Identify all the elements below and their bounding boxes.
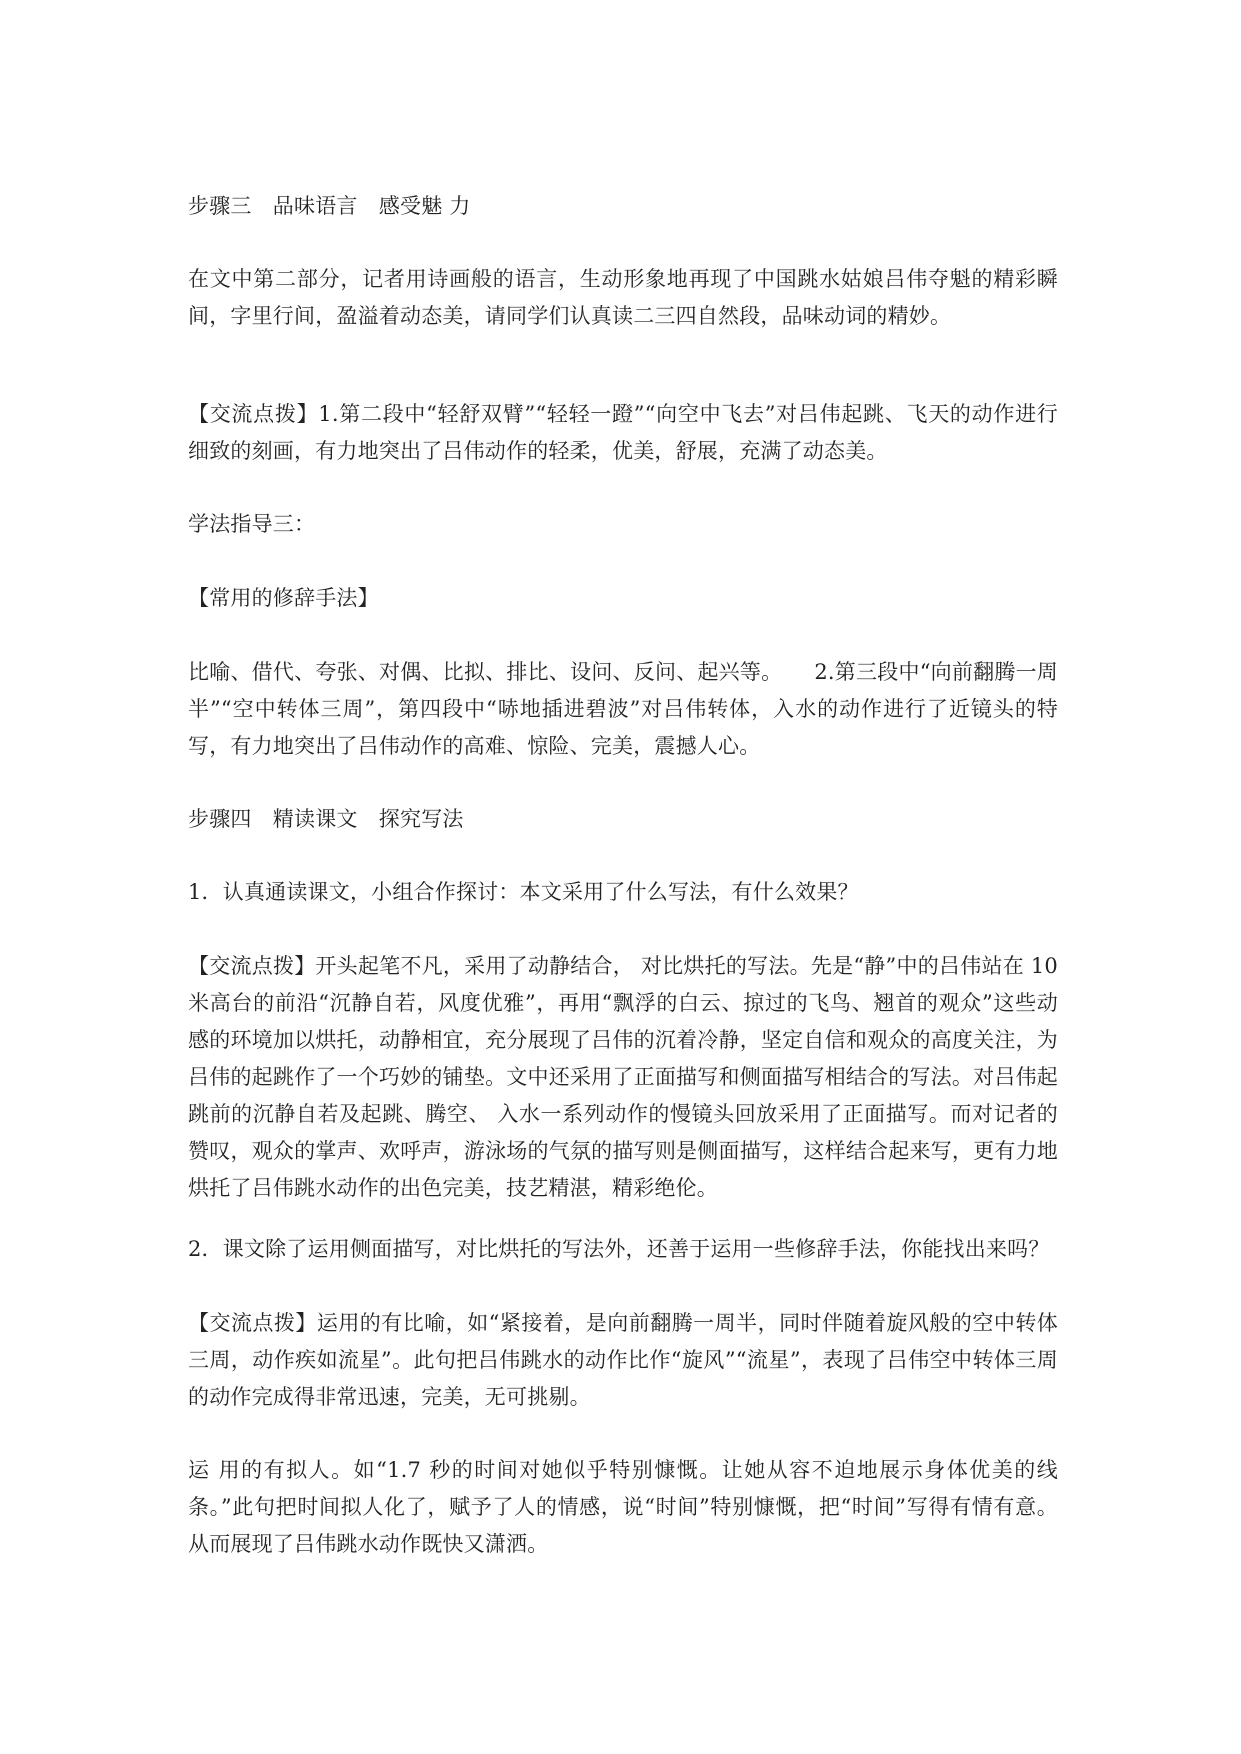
question-1: 1．认真通读课文，小组合作探讨：本文采用了什么写法，有什么效果？ <box>188 880 859 904</box>
exchange-tip-3: 【交流点拨】运用的有比喻，如“紧接着，是向前翻腾一周半，同时伴随着旋风般的空中转体三周，动作疾如流星”。此句把吕伟跳水的动作比作“旋风”“流星”，表现了吕伟空中转体三周的动作完成得非常迅速，完美，无可挑剔。 <box>188 1311 1058 1409</box>
step-four-heading: 步骤四 精读课文 探究写法 <box>188 807 464 831</box>
document-page <box>188 0 1058 1754</box>
method-guide-three: 学法指导三： <box>188 512 316 536</box>
step-three-intro: 在文中第二部分，记者用诗画般的语言，生动形象地再现了中国跳水姑娘吕伟夺魁的精彩瞬间，字里行间，盈溢着动态美，请同学们认真读二三四自然段，品味动词的精妙。 <box>188 267 1058 328</box>
exchange-tip-1: 【交流点拨】1.第二段中“轻舒双臂”“轻轻一蹬”“向空中飞去”对吕伟起跳、飞天的动作进行细致的刻画，有力地突出了吕伟动作的轻柔，优美，舒展，充满了动态美。 <box>188 402 1058 463</box>
exchange-tip-2: 【交流点拨】开头起笔不凡，采用了动静结合， 对比烘托的写法。先是“静”中的吕伟站在 10 米高台的前沿“沉静自若，风度优雅”，再用“飘浮的白云、掠过的飞鸟、翘首的观众”这些动感的环境加以烘托，动静相宜，充分展现了吕伟的沉着冷静，坚定自信和观众的高度关注，为吕伟的起跳作了一个巧妙的铺垫。文中还采用了正面描写和侧面描写相结合的写法。对吕伟起跳前的沉静自若及起跳、腾空、 入水一系列动作的慢镜头回放采用了正面描写。而对记者的赞叹，观众的掌声、欢呼声，游泳场的气氛的描写则是侧面描写，这样结合起来写，更有力地烘托了吕伟跳水动作的出色完美，技艺精湛，精彩绝伦。 <box>188 954 1058 1200</box>
question-2: 2．课文除了运用侧面描写，对比烘托的写法外，还善于运用一些修辞手法，你能找出来吗？ <box>188 1237 1050 1261</box>
personification-paragraph: 运 用的有拟人。如“1.7 秒的时间对她似乎特别慷慨。让她从容不迫地展示身体优美的线条。”此句把时间拟人化了，赋予了人的情感，说“时间”特别慷慨，把“时间”写得有情有意。从而展现了吕伟跳水动作既快又潇洒。 <box>188 1458 1058 1556</box>
step-three-heading: 步骤三 品味语言 感受魅 力 <box>188 194 471 218</box>
rhetoric-heading: 【常用的修辞手法】 <box>188 586 379 610</box>
rhetoric-list-paragraph: 比喻、借代、夸张、对偶、比拟、排比、设问、反问、起兴等。 2.第三段中“向前翻腾一周半”“空中转体三周”，第四段中“哧地插进碧波”对吕伟转体，入水的动作进行了近镜头的特写，有力地突出了吕伟动作的高难、惊险、完美，震撼人心。 <box>188 660 1058 758</box>
